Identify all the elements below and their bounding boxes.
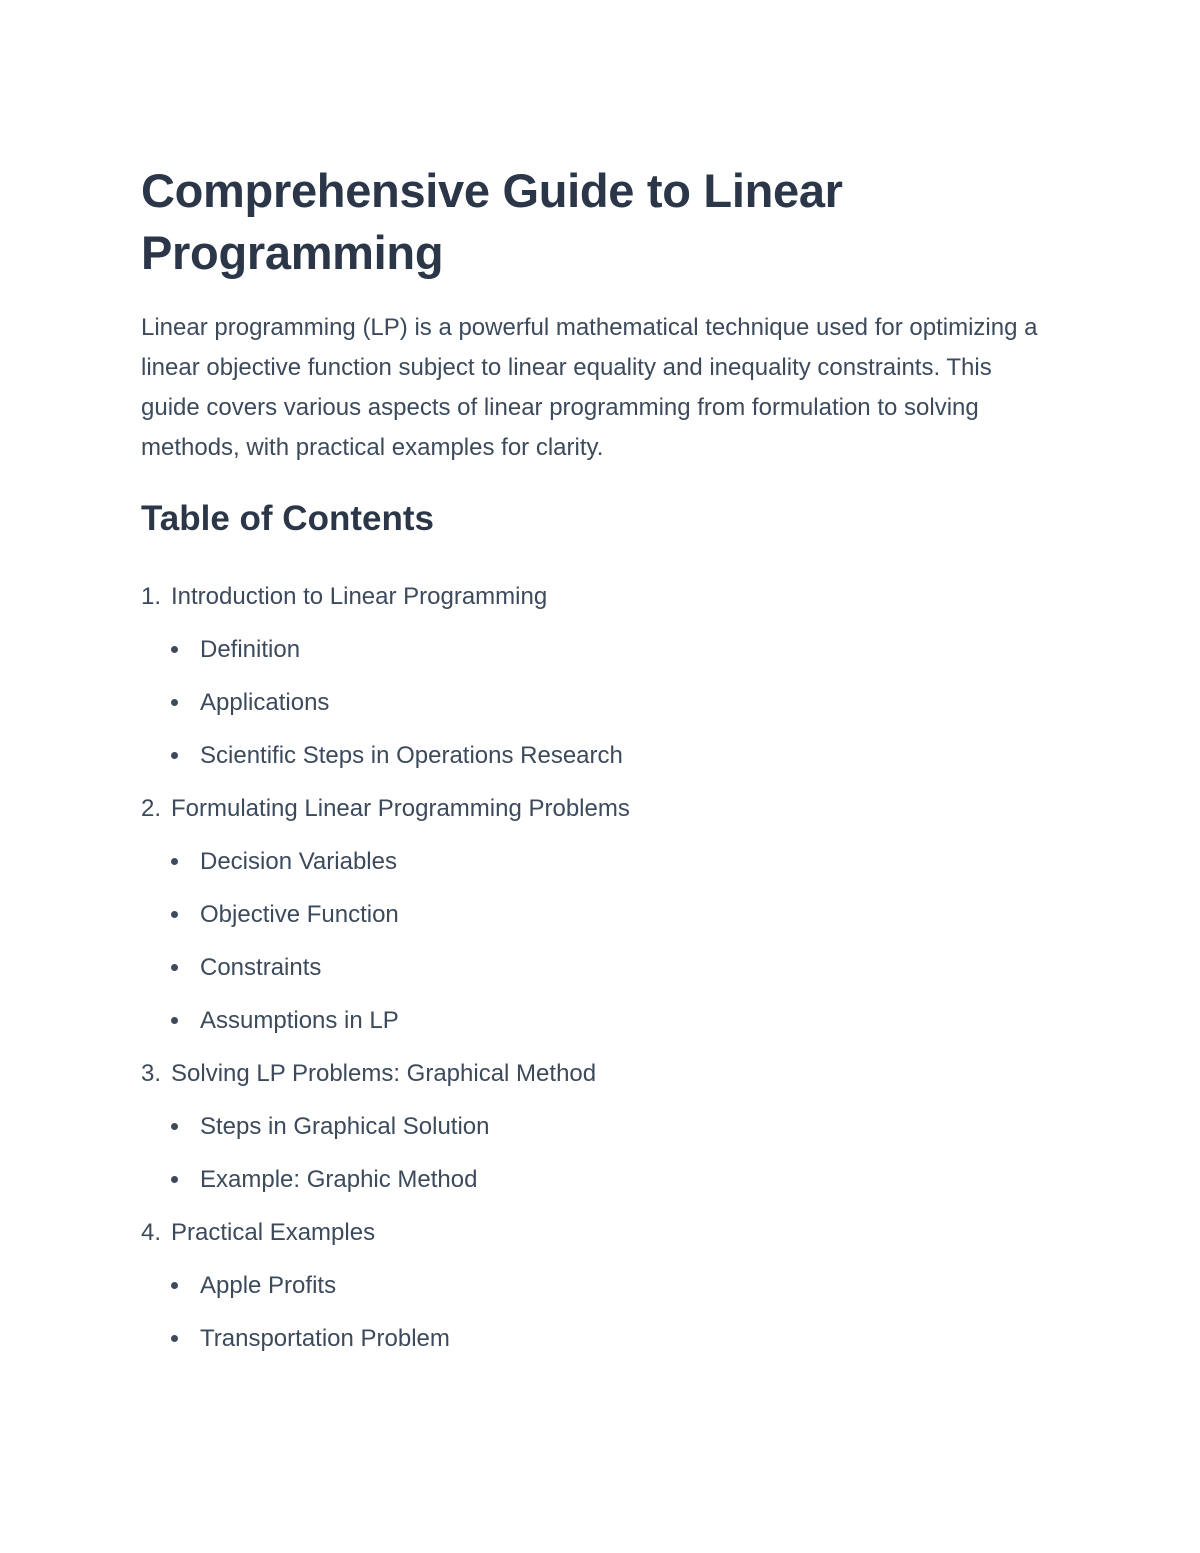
toc-section-label: Solving LP Problems: Graphical Method [171,1059,597,1087]
toc-section [141,570,1041,782]
toc-sub-item [141,729,1041,782]
toc-sub-item-label: Objective Function [200,900,399,928]
bullet-icon [171,646,178,653]
toc-heading: Table of Contents [141,499,434,538]
toc-section-number: 3. [141,1059,162,1087]
toc-section-number: 4. [141,1218,162,1246]
toc-section-title [141,570,1041,623]
bullet-icon [171,911,178,918]
toc-sub-item [141,994,1041,1047]
table-of-contents [141,570,1041,1365]
toc-sub-list [141,1100,1041,1206]
bullet-icon [171,1017,178,1024]
toc-sub-item [141,835,1041,888]
toc-sub-list [141,1259,1041,1365]
toc-sub-item-label: Transportation Problem [200,1324,450,1352]
toc-sub-item-label: Scientific Steps in Operations Research [200,741,623,769]
document-page [141,160,1041,1365]
toc-sub-item [141,1100,1041,1153]
toc-sub-list [141,623,1041,782]
toc-section-title [141,782,1041,835]
toc-sub-item-label: Definition [200,635,301,663]
toc-section-label: Formulating Linear Programming Problems [171,794,630,822]
toc-sub-item [141,623,1041,676]
bullet-icon [171,858,178,865]
toc-sub-item-label: Assumptions in LP [200,1006,399,1034]
bullet-icon [171,1282,178,1289]
toc-sub-item-label: Decision Variables [200,847,397,875]
toc-section-number: 1. [141,582,162,610]
toc-sub-item [141,1259,1041,1312]
toc-sub-item [141,676,1041,729]
toc-section [141,1047,1041,1206]
page-title: Comprehensive Guide to Linear Programming [141,164,843,279]
toc-section-label: Practical Examples [171,1218,376,1246]
toc-sub-item [141,1153,1041,1206]
toc-sub-item-label: Steps in Graphical Solution [200,1112,490,1140]
toc-sub-item [141,1312,1041,1365]
bullet-icon [171,1123,178,1130]
bullet-icon [171,752,178,759]
toc-sub-item [141,888,1041,941]
bullet-icon [171,1176,178,1183]
bullet-icon [171,964,178,971]
toc-section-number: 2. [141,794,162,822]
toc-section-title [141,1206,1041,1259]
bullet-icon [171,1335,178,1342]
toc-section-title [141,1047,1041,1100]
toc-sub-item-label: Constraints [200,953,322,981]
toc-sub-item-label: Applications [200,688,330,716]
toc-section [141,1206,1041,1365]
toc-sub-list [141,835,1041,1047]
toc-sub-item-label: Example: Graphic Method [200,1165,478,1193]
toc-section [141,782,1041,1047]
toc-sub-item [141,941,1041,994]
bullet-icon [171,699,178,706]
intro-paragraph: Linear programming (LP) is a powerful mathematical technique used for optimizing a linear objective function subject to linear equality and inequality constraints. This guide covers various aspects of linear programming from formulation to solving methods, with practical examples for clarity. [141,314,1038,461]
toc-section-label: Introduction to Linear Programming [171,582,548,610]
toc-sub-item-label: Apple Profits [200,1271,337,1299]
